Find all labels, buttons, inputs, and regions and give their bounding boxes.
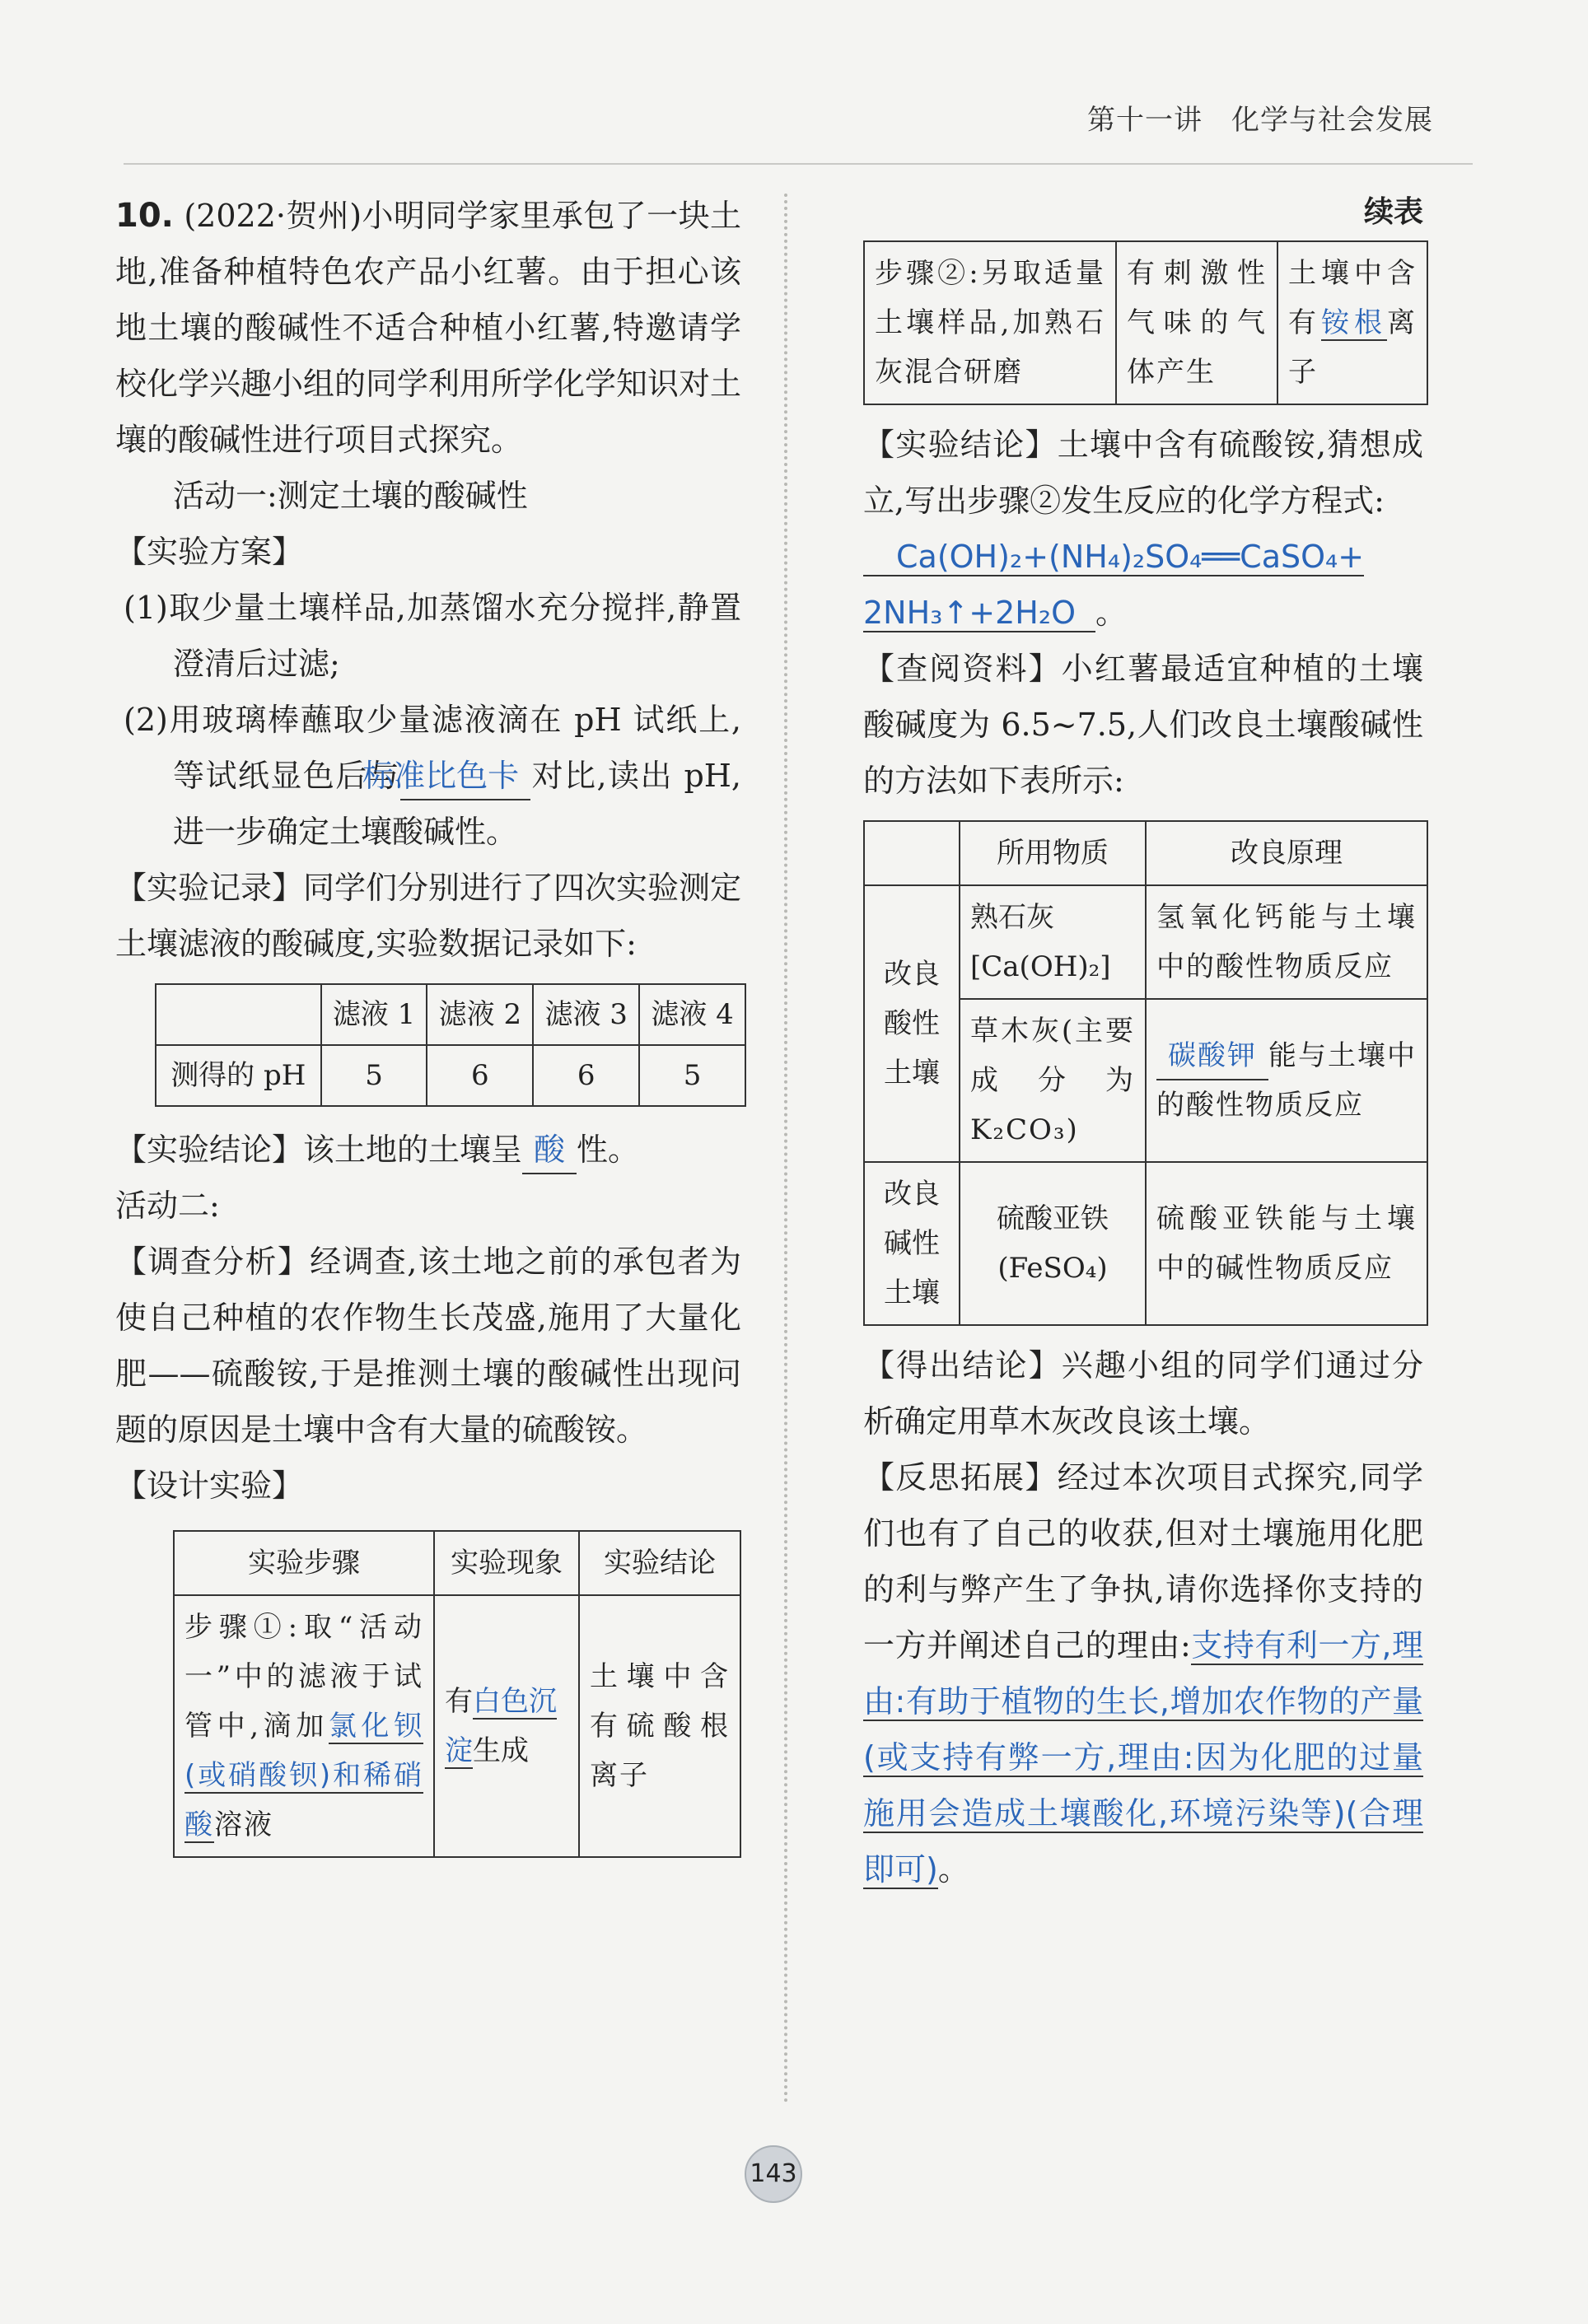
question-intro [115, 188, 741, 468]
design-table [173, 1530, 741, 1858]
design-conclusion-2-text-b: 离子 [1288, 306, 1417, 389]
equation-line-1 [863, 529, 1423, 585]
conclusion-two: 【实验结论】土壤中含有硫酸铵,猜想成立,写出步骤②发生反应的化学方程式: [863, 427, 1423, 519]
continued-label: 续表 [1363, 195, 1423, 229]
left-column [115, 188, 741, 1858]
plan-step-2-text-b: 对比,读出 pH,进一步确定土壤酸碱性。 [173, 758, 741, 850]
plan-label: 【实验方案】 [115, 534, 304, 570]
design-table-header-row [174, 1531, 740, 1595]
reflection-paragraph [863, 1449, 1423, 1897]
conclusion-one-text-a: 【实验结论】该土地的土壤呈 [115, 1132, 523, 1168]
plan-step-2 [115, 692, 741, 860]
design-phenomenon-1-cell [434, 1595, 579, 1857]
design-table-row-2 [864, 241, 1427, 404]
activity-one-label: 活动一:测定土壤的酸碱性 [173, 478, 528, 514]
page-header: 第十一讲 化学与社会发展 [1087, 104, 1433, 137]
ph-table-header-cell: 滤液 1 [321, 984, 427, 1045]
ph-table-header-cell: 滤液 3 [533, 984, 639, 1045]
method-table-header-row [864, 821, 1427, 885]
design-header-phenomenon: 实验现象 [434, 1531, 579, 1595]
right-column [863, 188, 1423, 1897]
conclusion-one [115, 1122, 741, 1178]
design-header-step: 实验步骤 [174, 1531, 434, 1595]
activity-two-label: 活动二: [115, 1188, 220, 1224]
question-number: 10. [115, 197, 174, 235]
method-principle-ash [1146, 999, 1427, 1162]
method-row-ferrous [864, 1162, 1427, 1325]
method-header-principle: 改良原理 [1146, 821, 1427, 885]
design-phenomenon-2-cell: 有刺激性气味的气体产生 [1116, 241, 1277, 404]
reference-paragraph: 【查阅资料】小红薯最适宜种植的土壤酸碱度为 6.5~7.5,人们改良土壤酸碱性的方法如下表所示: [863, 651, 1423, 799]
ph-table-header-cell: 滤液 2 [427, 984, 533, 1045]
ph-table-header-cell: 滤液 4 [639, 984, 745, 1045]
method-principle-lime: 氢氧化钙能与土壤中的酸性物质反应 [1146, 885, 1427, 999]
design-phenomenon-1-text-b: 生成 [473, 1734, 529, 1767]
page-number: 143 [745, 2145, 802, 2203]
ph-table-header-row [156, 984, 745, 1045]
question-intro-text: (2022·贺州)小明同学家里承包了一块土地,准备种植特色农产品小红薯。由于担心该地土壤的酸碱性不适合种植小红薯,特邀请学校化学兴趣小组的同学利用所学化学知识对土壤的酸碱性进行项目式探究。 [115, 198, 742, 458]
answer-equation-part-2[interactable]: 2NH₃↑+2H₂O [863, 595, 1095, 632]
method-table [863, 820, 1428, 1326]
method-principle-ferrous: 硫酸亚铁能与土壤中的碱性物质反应 [1146, 1162, 1427, 1325]
column-divider [784, 194, 787, 2104]
method-substance-ash: 草木灰(主要成分为 K₂CO₃) [960, 999, 1146, 1162]
answer-blank-ammonium[interactable]: 铵根 [1321, 306, 1387, 339]
equation-end-mark: 。 [1095, 595, 1127, 631]
ph-value: 5 [321, 1045, 427, 1106]
method-header-substance: 所用物质 [960, 821, 1146, 885]
answer-blank-reflection[interactable]: 支持有利一方,理由:有助于植物的生长,增加农作物的产量(或支持有弊一方,理由:因为化肥的过量施用会造成土壤酸化,环境污染等)(合理即可) [863, 1627, 1423, 1888]
ph-row-label: 测得的 pH [156, 1045, 321, 1106]
equation-line-2 [863, 585, 1423, 641]
reflection-text: 【反思拓展】经过本次项目式探究,同学们也有了自己的收获,但对土壤施用化肥的利与弊产生了争执,请你选择你支持的一方并阐述自己的理由: [863, 1459, 1423, 1664]
survey-paragraph: 【调查分析】经调查,该土地之前的承包者为使自己种植的农作物生长茂盛,施用了大量化肥——硫酸铵,于是推测土壤的酸碱性出现问题的原因是土壤中含有大量的硫酸铵。 [115, 1244, 741, 1448]
reflection-end-mark: 。 [937, 1851, 969, 1888]
answer-blank-potassium-carbonate[interactable]: 碳酸钾 [1156, 1033, 1268, 1080]
method-substance-ferrous: 硫酸亚铁(FeSO₄) [960, 1162, 1146, 1325]
ph-value: 6 [533, 1045, 639, 1106]
method-substance-lime: 熟石灰[Ca(OH)₂] [960, 885, 1146, 999]
answer-blank-precipitate[interactable]: 白色沉淀 [445, 1685, 557, 1767]
plan-step-2-text-a: (2)用玻璃棒蘸取少量滤液滴在 pH 试纸上,等试纸显色后与 [124, 702, 741, 794]
answer-blank-color-card[interactable]: 标准比色卡 [400, 753, 530, 800]
method-alkali-label: 改良碱性土壤 [864, 1162, 960, 1325]
design-step-1-text: 步骤①:取“活动一”中的滤液于试管中,滴加 [184, 1611, 423, 1743]
ph-value: 6 [427, 1045, 533, 1106]
design-step-1-cell [174, 1595, 434, 1857]
design-label: 【设计实验】 [115, 1468, 304, 1504]
conclusion-one-text-b: 性。 [577, 1132, 640, 1168]
plan-step-1: (1)取少量土壤样品,加蒸馏水充分搅拌,静置澄清后过滤; [124, 590, 741, 682]
method-acid-label: 改良酸性土壤 [864, 885, 960, 1162]
method-header-empty [864, 821, 960, 885]
design-phenomenon-1-text-a: 有 [445, 1685, 473, 1718]
design-table-continued [863, 240, 1428, 405]
design-step-1-text-b: 溶液 [214, 1808, 273, 1841]
answer-blank-acid[interactable]: 酸 [522, 1127, 577, 1174]
method-principle-ash-text: 能与土壤中的酸性物质反应 [1156, 1039, 1417, 1122]
method-row-lime [864, 885, 1427, 999]
header-rule [124, 163, 1473, 165]
design-conclusion-2-text-a: 土壤中含有 [1288, 257, 1417, 339]
design-conclusion-1-cell: 土壤中含有硫酸根离子 [579, 1595, 740, 1857]
answer-blank-reagent[interactable]: 氯化钡(或硝酸钡)和稀硝酸 [184, 1710, 424, 1841]
design-step-2-cell: 步骤②:另取适量土壤样品,加熟石灰混合研磨 [864, 241, 1116, 404]
ph-table-value-row [156, 1045, 745, 1106]
ph-value: 5 [639, 1045, 745, 1106]
final-conclusion: 【得出结论】兴趣小组的同学们通过分析确定用草木灰改良该土壤。 [863, 1347, 1423, 1440]
design-table-row-1 [174, 1595, 740, 1857]
answer-equation-part-1[interactable]: Ca(OH)₂+(NH₄)₂SO₄══CaSO₄+ [863, 539, 1364, 576]
ph-table [155, 983, 746, 1107]
record-paragraph: 【实验记录】同学们分别进行了四次实验测定土壤滤液的酸碱度,实验数据记录如下: [115, 870, 742, 962]
ph-table-header-cell [156, 984, 321, 1045]
design-conclusion-2-cell [1277, 241, 1427, 404]
design-header-conclusion: 实验结论 [579, 1531, 740, 1595]
